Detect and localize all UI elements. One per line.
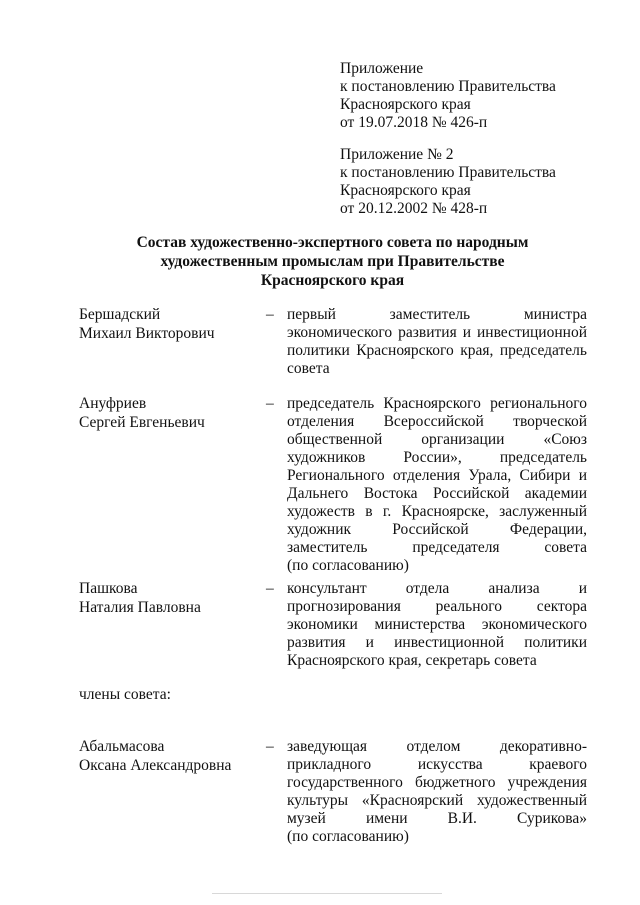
role-line: заведующая отделом декоративно-	[287, 738, 587, 755]
scan-edge-line	[212, 893, 442, 894]
role-line: экономического развития и инвестиционной	[287, 324, 587, 341]
role-line: общественной организации «Союз	[287, 431, 587, 448]
role-line: прикладного искусства краевого	[287, 756, 587, 773]
member-role	[287, 395, 587, 575]
role-line: развития и инвестиционной политики	[287, 634, 587, 651]
appendix-line: Красноярского края	[340, 182, 471, 199]
member-surname: Абальмасова	[79, 738, 165, 755]
appendix-line: Приложение	[340, 60, 424, 77]
member-role	[287, 738, 587, 846]
role-line: председатель Красноярского регионального	[287, 395, 587, 412]
role-line: государственного бюджетного учреждения	[287, 774, 587, 791]
role-line: политики Красноярского края, председатель	[287, 342, 587, 359]
appendix-line: Красноярского края	[340, 96, 471, 113]
member-name	[79, 738, 231, 776]
role-line: художеств в г. Красноярске, заслуженный	[287, 503, 587, 520]
role-line: художников России», председатель	[287, 449, 587, 466]
title-line: художественным промыслам при Правительстве	[160, 253, 505, 270]
title-line: Красноярского края	[260, 272, 405, 289]
role-line: культуры «Красноярский художественный	[287, 792, 587, 809]
member-given-names: Сергей Евгеньевич	[79, 414, 205, 431]
role-line: совета	[287, 360, 330, 377]
appendix-line: к постановлению Правительства	[340, 164, 556, 181]
member-name	[79, 395, 205, 433]
role-line: музей имени В.И. Сурикова»	[287, 810, 587, 827]
role-line: отделения Всероссийской творческой	[287, 413, 587, 430]
entry-dash: –	[266, 580, 274, 597]
member-given-names: Михаил Викторович	[79, 325, 215, 342]
entry-dash: –	[266, 395, 274, 412]
appendix-date-line: от 20.12.2002 № 428-п	[340, 200, 488, 217]
role-line: (по согласованию)	[287, 557, 409, 574]
role-line: Красноярского края, секретарь совета	[287, 652, 537, 669]
member-surname: Бершадский	[79, 306, 161, 323]
role-line: прогнозирования реального сектора	[287, 598, 587, 615]
role-line: художник Российской Федерации,	[287, 521, 587, 538]
role-line: первый заместитель министра	[287, 306, 587, 323]
entry-dash: –	[266, 306, 274, 323]
member-role	[287, 580, 587, 670]
title-line: Состав художественно-экспертного совета по народным	[136, 234, 529, 251]
appendix-header-current	[340, 60, 556, 132]
member-role	[287, 306, 587, 378]
member-name	[79, 580, 201, 618]
role-line: Дальнего Востока Российской академии	[287, 485, 587, 502]
appendix-header-original	[340, 146, 556, 218]
document-title	[130, 233, 535, 290]
role-line: экономики министерства экономического	[287, 616, 587, 633]
appendix-line: к постановлению Правительства	[340, 78, 556, 95]
members-section-label: члены совета:	[79, 686, 171, 703]
entry-dash: –	[266, 738, 274, 755]
role-line: консультант отдела анализа и	[287, 580, 587, 597]
role-line: Регионального отделения Урала, Сибири и	[287, 467, 587, 484]
member-given-names: Наталия Павловна	[79, 599, 201, 616]
role-line: (по согласованию)	[287, 828, 409, 845]
member-given-names: Оксана Александровна	[79, 757, 232, 774]
member-surname: Пашкова	[79, 580, 138, 597]
member-name	[79, 306, 215, 344]
appendix-line: Приложение № 2	[340, 146, 454, 163]
member-surname: Ануфриев	[79, 395, 147, 412]
role-line: заместитель председателя совета	[287, 539, 587, 556]
appendix-date-line: от 19.07.2018 № 426-п	[340, 114, 488, 131]
